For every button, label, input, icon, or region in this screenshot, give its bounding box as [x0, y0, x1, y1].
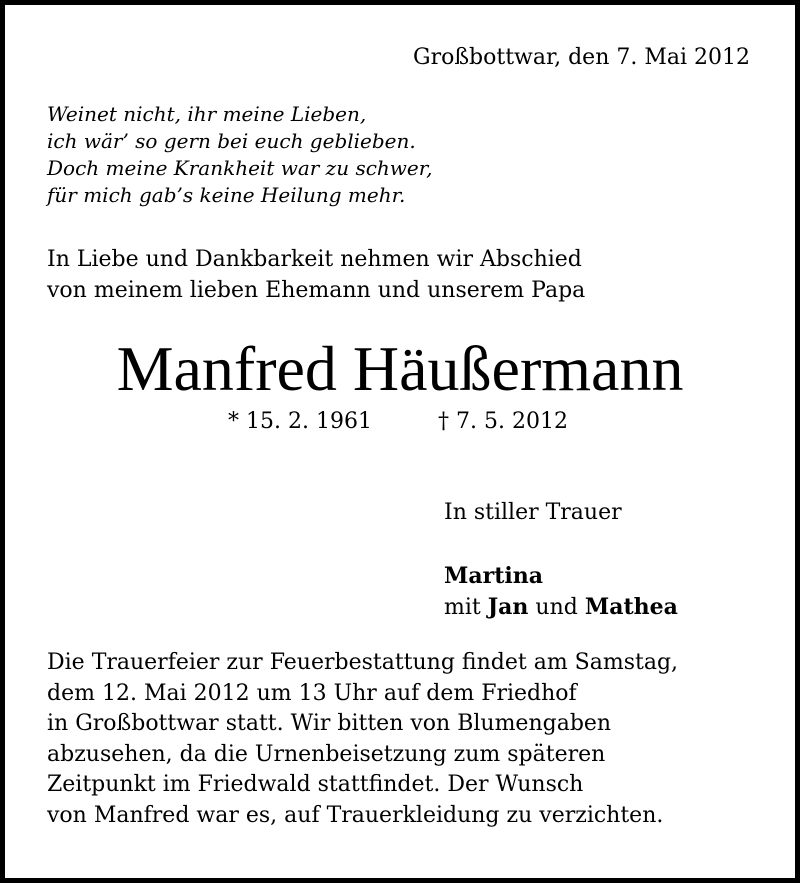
connector-word: und	[535, 595, 578, 620]
poem-line: für mich gab’s keine Heilung mehr.	[47, 183, 406, 207]
ceremony-line: Zeitpunkt im Friedwald stattfindet. Der Wunsch	[47, 772, 584, 797]
farewell-intro	[47, 244, 585, 306]
ceremony-line: in Großbottwar statt. Wir bitten von Blumengaben	[47, 711, 612, 736]
dateline: Großbottwar, den 7. Mai 2012	[413, 45, 750, 70]
intro-line: von meinem lieben Ehemann und unserem Papa	[47, 278, 586, 303]
family-signature	[444, 561, 678, 623]
birth-date: * 15. 2. 1961	[228, 409, 372, 434]
poem	[47, 101, 432, 209]
connector-word: mit	[444, 595, 481, 620]
family-member-name: Martina	[444, 563, 543, 589]
poem-line: ich wär’ so gern bei euch geblieben.	[47, 129, 416, 153]
ceremony-line: von Manfred war es, auf Trauerkleidung zu verzichten.	[47, 802, 664, 828]
ceremony-notice	[47, 648, 678, 831]
ceremony-line: Die Trauerfeier zur Feuerbestattung findet am Samstag,	[47, 650, 679, 675]
family-member-name: Jan	[487, 594, 529, 620]
ceremony-line: dem 12. Mai 2012 um 13 Uhr auf dem Friedhof	[47, 680, 577, 706]
family-line-1	[444, 561, 678, 592]
family-member-name: Mathea	[584, 594, 678, 620]
death-date: † 7. 5. 2012	[438, 409, 568, 434]
intro-line: In Liebe und Dankbarkeit nehmen wir Abschied	[47, 247, 582, 272]
poem-line: Doch meine Krankheit war zu schwer,	[47, 156, 433, 180]
mourning-phrase: In stiller Trauer	[444, 500, 622, 525]
deceased-name: Manfred Häußermann	[116, 333, 684, 404]
poem-line: Weinet nicht, ihr meine Lieben,	[47, 102, 367, 126]
family-line-2	[444, 592, 678, 623]
ceremony-line: abzusehen, da die Urnenbeisetzung zum späteren	[47, 741, 606, 767]
